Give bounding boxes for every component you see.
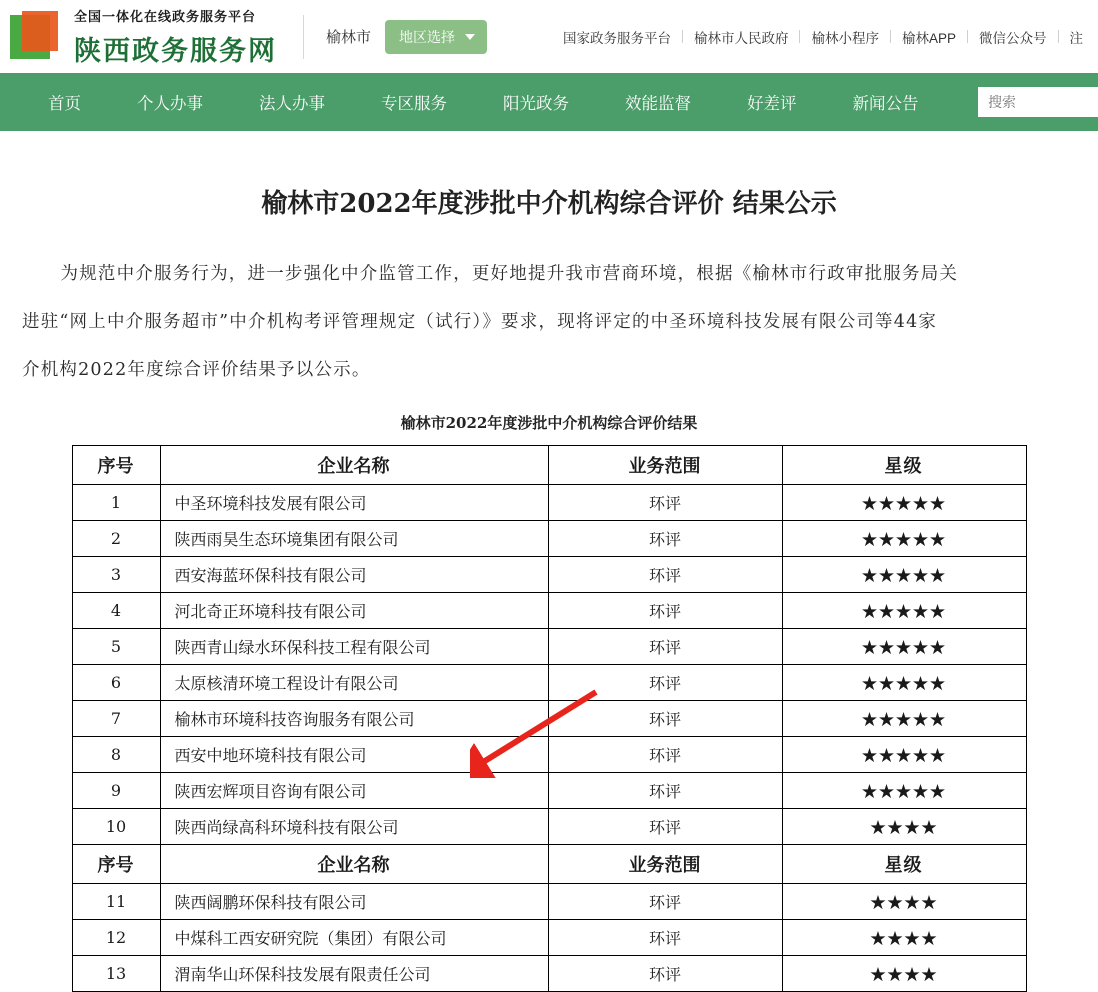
evaluation-results-table xyxy=(72,445,1027,992)
header-link-app[interactable]: 榆林APP xyxy=(901,30,956,46)
header-link-register[interactable]: 注 xyxy=(1069,30,1083,46)
cell-company: 陕西青山绿水环保科技工程有限公司 xyxy=(160,629,548,665)
cell-scope: 环评 xyxy=(548,737,782,773)
cell-company: 中煤科工西安研究院（集团）有限公司 xyxy=(160,920,548,956)
column-header-scope: 业务范围 xyxy=(548,845,782,884)
nav-item-home[interactable]: 首页 xyxy=(48,95,81,113)
table-row xyxy=(72,773,1026,809)
nav-item-list xyxy=(0,90,947,114)
nav-item-legal-person[interactable]: 法人办事 xyxy=(259,95,325,113)
column-header-index: 序号 xyxy=(72,446,160,485)
cell-scope: 环评 xyxy=(548,809,782,845)
cell-company: 太原核清环境工程设计有限公司 xyxy=(160,665,548,701)
table-row xyxy=(72,557,1026,593)
cell-index: 11 xyxy=(72,884,160,920)
cell-index: 1 xyxy=(72,485,160,521)
cell-index: 4 xyxy=(72,593,160,629)
cell-scope: 环评 xyxy=(548,773,782,809)
search-box[interactable] xyxy=(978,88,1098,116)
header-link-miniprogram[interactable]: 榆林小程序 xyxy=(811,30,879,46)
cell-scope: 环评 xyxy=(548,485,782,521)
table-row xyxy=(72,485,1026,521)
site-header xyxy=(0,0,1098,73)
header-links xyxy=(552,27,1098,47)
column-header-scope: 业务范围 xyxy=(548,446,782,485)
table-row xyxy=(72,593,1026,629)
table-row xyxy=(72,701,1026,737)
article-paragraph-2: 进驻“网上中介服务超市”中介机构考评管理规定（试行）》要求，现将评定的中圣环境科技发展有限公司等44家 xyxy=(22,312,938,332)
cell-company: 中圣环境科技发展有限公司 xyxy=(160,485,548,521)
cell-index: 13 xyxy=(72,956,160,992)
table-row xyxy=(72,884,1026,920)
cell-index: 3 xyxy=(72,557,160,593)
current-city-label: 榆林市 xyxy=(326,29,372,46)
table-row xyxy=(72,629,1026,665)
cell-scope: 环评 xyxy=(548,557,782,593)
logo-icon xyxy=(10,11,62,63)
column-header-company: 企业名称 xyxy=(160,845,548,884)
cell-index: 7 xyxy=(72,701,160,737)
nav-item-personal[interactable]: 个人办事 xyxy=(137,95,203,113)
cell-rating: ★★★★ xyxy=(782,884,1026,920)
cell-index: 5 xyxy=(72,629,160,665)
cell-company: 陕西宏辉项目咨询有限公司 xyxy=(160,773,548,809)
nav-item-sunshine-affairs[interactable]: 阳光政务 xyxy=(503,95,569,113)
region-select-label: 地区选择 xyxy=(399,28,456,45)
cell-index: 8 xyxy=(72,737,160,773)
cell-scope: 环评 xyxy=(548,884,782,920)
nav-item-reviews[interactable]: 好差评 xyxy=(747,95,797,113)
cell-scope: 环评 xyxy=(548,629,782,665)
cell-index: 10 xyxy=(72,809,160,845)
cell-company: 河北奇正环境科技有限公司 xyxy=(160,593,548,629)
column-header-company: 企业名称 xyxy=(160,446,548,485)
table-caption: 榆林市2022年度涉批中介机构综合评价结果 xyxy=(400,414,698,432)
cell-rating: ★★★★★ xyxy=(782,665,1026,701)
cell-scope: 环评 xyxy=(548,521,782,557)
nav-item-zone-service[interactable]: 专区服务 xyxy=(381,95,447,113)
cell-scope: 环评 xyxy=(548,956,782,992)
column-header-rating: 星级 xyxy=(782,845,1026,884)
nav-item-efficiency-supervision[interactable]: 效能监督 xyxy=(625,95,691,113)
search-input[interactable] xyxy=(978,87,1098,117)
cell-rating: ★★★★★ xyxy=(782,629,1026,665)
chevron-down-icon xyxy=(465,34,475,40)
header-link-wechat[interactable]: 微信公众号 xyxy=(979,30,1047,46)
cell-scope: 环评 xyxy=(548,920,782,956)
cell-rating: ★★★★★ xyxy=(782,485,1026,521)
table-row xyxy=(72,521,1026,557)
table-header-row-repeat xyxy=(72,845,1026,884)
cell-rating: ★★★★★ xyxy=(782,737,1026,773)
cell-index: 6 xyxy=(72,665,160,701)
cell-company: 西安中地环境科技有限公司 xyxy=(160,737,548,773)
cell-index: 2 xyxy=(72,521,160,557)
cell-rating: ★★★★★ xyxy=(782,557,1026,593)
site-logo[interactable] xyxy=(0,6,277,68)
table-row xyxy=(72,809,1026,845)
article-paragraph-3: 介机构2022年度综合评价结果予以公示。 xyxy=(22,360,371,380)
main-navigation xyxy=(0,73,1098,131)
table-row xyxy=(72,956,1026,992)
cell-rating: ★★★★★ xyxy=(782,773,1026,809)
column-header-rating: 星级 xyxy=(782,446,1026,485)
article-paragraph-1: 为规范中介服务行为，进一步强化中介监管工作，更好地提升我市营商环境，根据《榆林市行政审批服务局关 xyxy=(60,264,959,284)
cell-index: 12 xyxy=(72,920,160,956)
article-body xyxy=(0,183,1098,992)
cell-rating: ★★★★ xyxy=(782,920,1026,956)
cell-scope: 环评 xyxy=(548,665,782,701)
cell-company: 陕西尚绿高科环境科技有限公司 xyxy=(160,809,548,845)
nav-item-news[interactable]: 新闻公告 xyxy=(852,95,919,113)
table-header-row xyxy=(72,446,1026,485)
region-select-button[interactable] xyxy=(385,20,487,54)
table-row xyxy=(72,920,1026,956)
header-link-national-platform[interactable]: 国家政务服务平台 xyxy=(562,30,671,46)
page-title: 榆林市2022年度涉批中介机构综合评价 结果公示 xyxy=(261,189,837,219)
cell-company: 西安海蓝环保科技有限公司 xyxy=(160,557,548,593)
cell-company: 陕西阔鹏环保科技有限公司 xyxy=(160,884,548,920)
table-row xyxy=(72,737,1026,773)
cell-rating: ★★★★ xyxy=(782,809,1026,845)
cell-index: 9 xyxy=(72,773,160,809)
cell-rating: ★★★★★ xyxy=(782,593,1026,629)
table-row xyxy=(72,665,1026,701)
cell-rating: ★★★★ xyxy=(782,956,1026,992)
cell-scope: 环评 xyxy=(548,701,782,737)
header-divider xyxy=(303,15,304,59)
cell-rating: ★★★★★ xyxy=(782,521,1026,557)
cell-company: 榆林市环境科技咨询服务有限公司 xyxy=(160,701,548,737)
logo-title: 陕西政务服务网 xyxy=(74,35,277,67)
cell-rating: ★★★★★ xyxy=(782,701,1026,737)
cell-scope: 环评 xyxy=(548,593,782,629)
header-link-city-government[interactable]: 榆林市人民政府 xyxy=(693,30,789,46)
logo-subtitle: 全国一体化在线政务服务平台 xyxy=(74,8,257,24)
cell-company: 渭南华山环保科技发展有限责任公司 xyxy=(160,956,548,992)
column-header-index: 序号 xyxy=(72,845,160,884)
cell-company: 陕西雨昊生态环境集团有限公司 xyxy=(160,521,548,557)
